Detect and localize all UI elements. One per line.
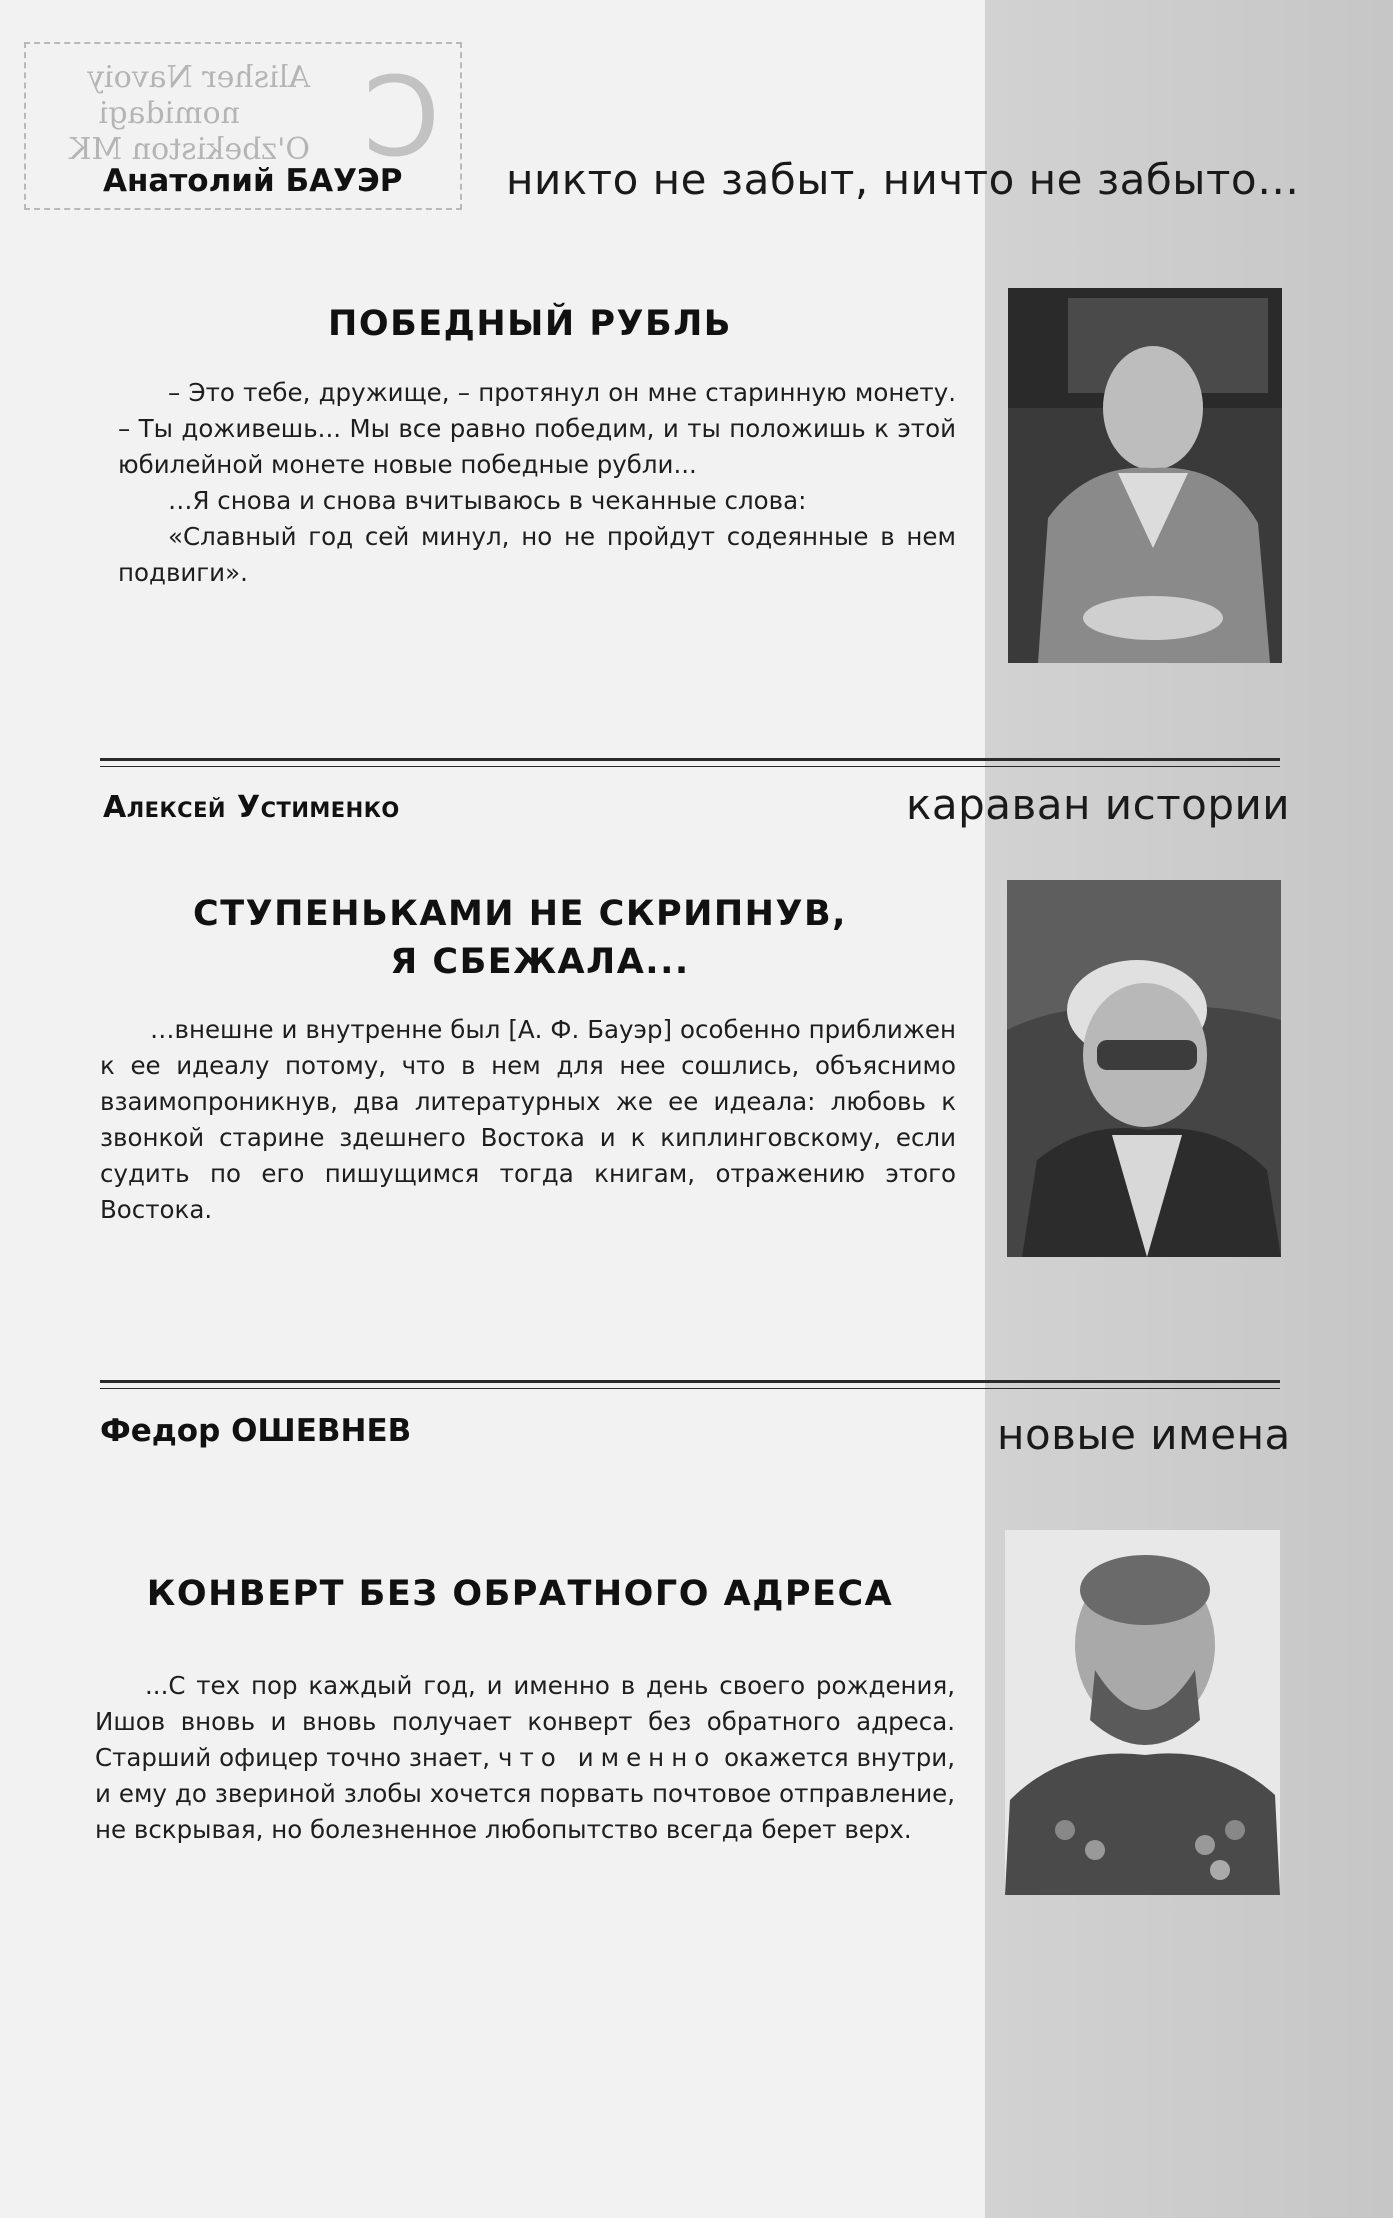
section-1-rubric: никто не забыт, ничто не забыто… bbox=[506, 155, 1300, 204]
section-3-rubric: новые имена bbox=[997, 1410, 1291, 1459]
stamp-line: nomidagi bbox=[98, 96, 240, 131]
section-1-title: ПОБЕДНЫЙ РУБЛЬ bbox=[328, 304, 732, 344]
stamp-line: O'zbekiston MK bbox=[69, 132, 310, 167]
section-2-rubric: караван истории bbox=[906, 780, 1291, 829]
section-1-author: Анатолий БАУЭР bbox=[103, 163, 403, 199]
section-3-excerpt bbox=[95, 1668, 955, 1848]
section-3-author: Федор ОШЕВНЕВ bbox=[100, 1413, 412, 1449]
excerpt-paragraph: – Это тебе, дружище, – протянул он мне старинную монету. – Ты доживешь... Мы все равно победим, и ты положишь к этой юбилейной монете новые победные рубли... bbox=[118, 378, 956, 479]
section-divider bbox=[100, 1380, 1280, 1389]
excerpt-paragraph: …внешне и внутренне был [А. Ф. Бауэр] особенно приближен к ее идеалу потому, что в нем для нее сошлись, объяснимо взаимопроникнув, два литературных же ее идеала: любовь к звонкой старине здешнего Востока и к киплинговскому, если судить по его пишущимся тогда книгам, отражению этого Востока. bbox=[100, 1015, 956, 1224]
title-line: Я СБЕЖАЛА... bbox=[390, 942, 690, 982]
author-photo-bauer bbox=[1008, 288, 1282, 663]
excerpt-paragraph: «Славный год сей минул, но не пройдут содеянные в нем подвиги». bbox=[118, 522, 956, 587]
author-photo-ustimenko bbox=[1007, 880, 1281, 1257]
section-1-excerpt bbox=[118, 375, 956, 591]
stamp-emblem-icon: C bbox=[363, 53, 440, 181]
section-divider bbox=[100, 758, 1280, 767]
excerpt-text: ...С тех пор каждый год, и именно в день своего рождения, Ишов вновь и вновь получает конверт без обратного адреса. Старший офицер точно знает, bbox=[95, 1671, 955, 1772]
section-2-author: Алексей Устименко bbox=[103, 790, 400, 825]
stamp-line: Alisher Navoiy bbox=[87, 60, 310, 95]
section-2-title bbox=[180, 890, 860, 986]
author-photo-oshevnev bbox=[1005, 1530, 1280, 1895]
excerpt-paragraph: …Я снова и снова вчитываюсь в чеканные слова: bbox=[168, 486, 807, 515]
excerpt-spaced-text: что именно bbox=[498, 1743, 717, 1772]
section-2-excerpt bbox=[100, 1012, 956, 1228]
title-line: СТУПЕНЬКАМИ НЕ СКРИПНУВ, bbox=[193, 894, 847, 934]
excerpt-paragraph bbox=[95, 1668, 955, 1848]
section-3-title: КОНВЕРТ БЕЗ ОБРАТНОГО АДРЕСА bbox=[146, 1574, 894, 1614]
excerpt-text: окажется внутри, и ему до звериной злобы хочется порвать почтовое отправление, не вскрывая, но болезненное любопытство всегда берет верх. bbox=[95, 1743, 955, 1844]
